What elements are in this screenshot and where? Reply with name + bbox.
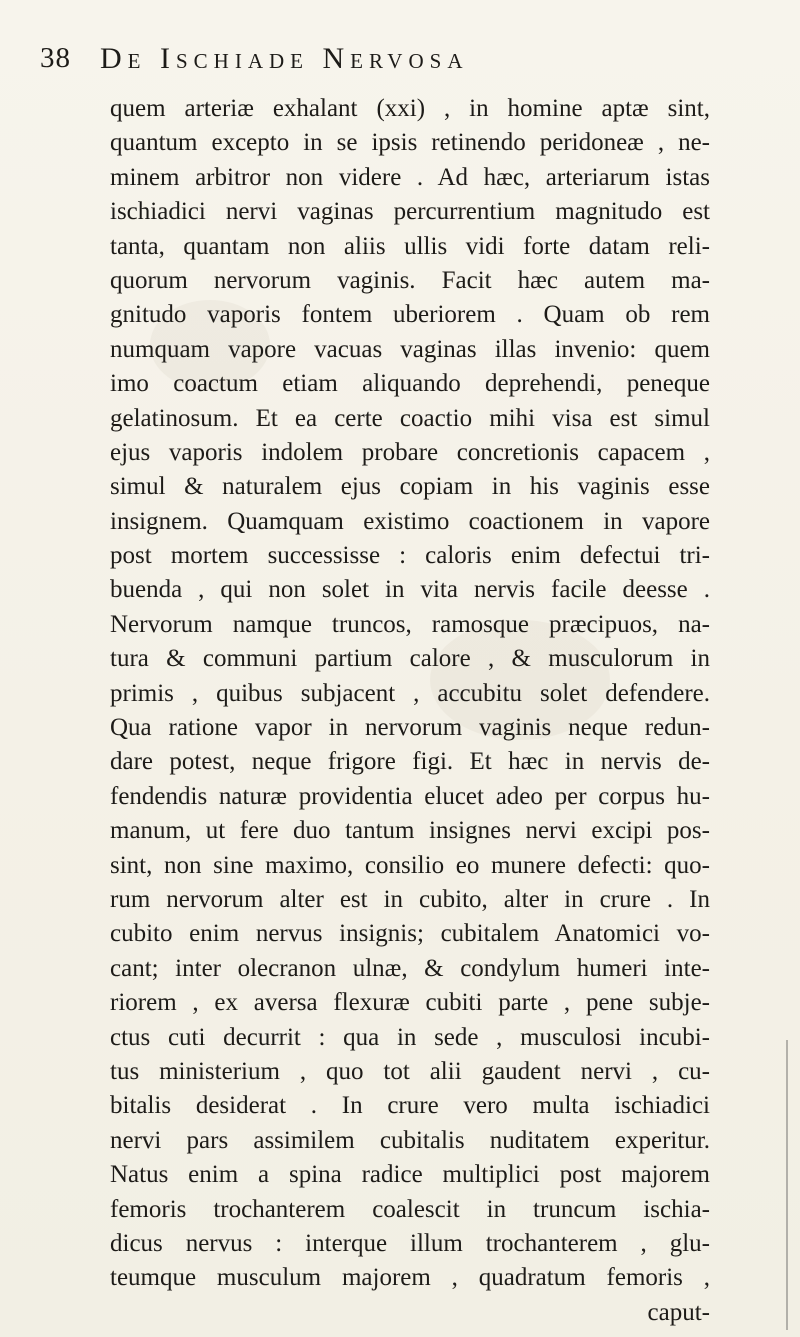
- text-line: sint, non sine maximo, consilio eo munere defecti: quo-: [110, 851, 710, 879]
- text-line: cant; inter olecranon ulnæ, & condylum humeri inte-: [110, 954, 710, 982]
- text-line: ischiadici nervi vaginas percurrentium magnitudo est: [110, 198, 710, 226]
- text-line: rum nervorum alter est in cubito, alter in crure . In: [110, 885, 710, 913]
- text-line: fendendis naturæ providentia elucet adeo per corpus hu-: [110, 782, 710, 810]
- text-line: cubito enim nervus insignis; cubitalem Anatomici vo-: [110, 920, 710, 948]
- text-line: quorum nervorum vaginis. Facit hæc autem ma-: [110, 266, 710, 294]
- text-line: imo coactum etiam aliquando deprehendi, peneque: [110, 370, 710, 398]
- text-line: ejus vaporis indolem probare concretionis capacem ,: [110, 438, 710, 466]
- body-text: [110, 92, 710, 1330]
- catchword: caput-: [647, 1298, 710, 1326]
- text-line: ctus cuti decurrit : qua in sede , musculosi incubi-: [110, 1023, 710, 1051]
- text-line: quem arteriæ exhalant (xxi) , in homine aptæ sint,: [110, 95, 710, 122]
- text-line: riorem , ex aversa flexuræ cubiti parte , pene subje-: [110, 989, 710, 1017]
- text-line: numquam vapore vacuas vaginas illas invenio: quem: [110, 335, 710, 363]
- text-line: tura & communi partium calore , & musculorum in: [110, 645, 710, 673]
- text-line: dicus nervus : interque illum trochanterem , glu-: [110, 1229, 710, 1257]
- page-edge-shadow: [786, 1040, 788, 1330]
- text-line: tanta, quantam non aliis ullis vidi forte datam reli-: [110, 232, 710, 260]
- text-line: insignem. Quamquam existimo coactionem in vapore: [110, 507, 710, 535]
- text-line: quantum excepto in se ipsis retinendo peridoneæ , ne-: [110, 129, 710, 157]
- text-line: buenda , qui non solet in vita nervis facile deesse .: [110, 576, 710, 604]
- text-line: gelatinosum. Et ea certe coactio mihi visa est simul: [110, 404, 710, 432]
- page-number: 38: [40, 42, 71, 74]
- text-line: nervi pars assimilem cubitalis nuditatem experitur.: [110, 1126, 710, 1154]
- text-line: simul & naturalem ejus copiam in his vaginis esse: [110, 473, 710, 501]
- text-line: teumque musculum majorem , quadratum femoris ,: [110, 1264, 710, 1292]
- text-line: dare potest, neque frigore figi. Et hæc in nervis de-: [110, 748, 710, 776]
- text-line: post mortem successisse : caloris enim defectui tri-: [110, 542, 710, 570]
- text-line: Nervorum namque truncos, ramosque præcipuos, na-: [110, 610, 710, 638]
- running-head: [40, 42, 700, 82]
- text-line: tus ministerium , quo tot alii gaudent nervi , cu-: [110, 1057, 710, 1085]
- text-line: primis , quibus subjacent , accubitu solet defendere.: [110, 679, 710, 707]
- text-line: gnitudo vaporis fontem uberiorem . Quam ob rem: [110, 301, 710, 329]
- text-line: femoris trochanterem coalescit in truncum ischia-: [110, 1195, 710, 1223]
- text-line: minem arbitror non videre . Ad hæc, arteriarum istas: [110, 163, 710, 191]
- text-line: bitalis desiderat . In crure vero multa ischiadici: [110, 1092, 710, 1120]
- text-line: Natus enim a spina radice multiplici post majorem: [110, 1161, 710, 1189]
- text-line: manum, ut fere duo tantum insignes nervi excipi pos-: [110, 817, 710, 845]
- running-title: De Ischiade Nervosa: [100, 42, 469, 75]
- text-line: Qua ratione vapor in nervorum vaginis neque redun-: [110, 714, 710, 742]
